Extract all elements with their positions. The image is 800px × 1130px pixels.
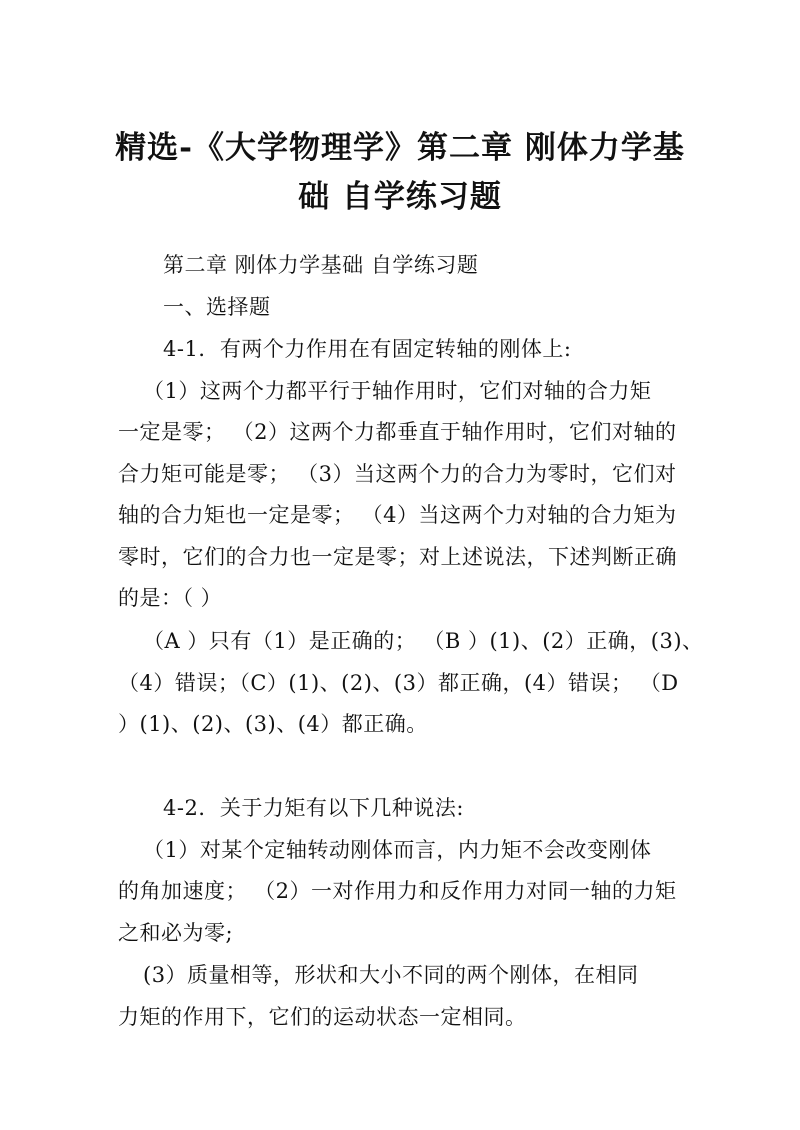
question-4-1-options-line: （4）错误；（C）(1)、(2)、(3）都正确，(4）错误； （D <box>118 671 679 695</box>
question-4-1-options-line: （A ）只有（1）是正确的； （B ）(1)、(2）正确，(3)、 <box>143 629 704 653</box>
question-4-1-line: 轴的合力矩也一定是零； （4）当这两个力对轴的合力矩为 <box>118 503 677 527</box>
question-4-2-line: 力矩的作用下，它们的运动状态一定相同。 <box>118 1005 527 1029</box>
chapter-subtitle: 第二章 刚体力学基础 自学练习题 <box>163 253 479 277</box>
question-4-2-line: 之和必为零; <box>118 921 234 945</box>
question-4-1-line: 合力矩可能是零； （3）当这两个力的合力为零时，它们对 <box>118 462 677 486</box>
question-4-1-stem: 4-1．有两个力作用在有固定转轴的刚体上: <box>163 337 572 361</box>
question-4-1-line: （1）这两个力都平行于轴作用时，它们对轴的合力矩 <box>143 379 652 403</box>
question-4-2-line: (3）质量相等，形状和大小不同的两个刚体，在相同 <box>143 963 639 987</box>
question-4-1-line: 一定是零； （2）这两个力都垂直于轴作用时，它们对轴的 <box>118 420 677 444</box>
document-title-line-2: 础 自学练习题 <box>298 179 502 215</box>
question-4-2-line: 的角加速度； （2）一对作用力和反作用力对同一轴的力矩 <box>118 879 677 903</box>
question-4-1-line: 零时，它们的合力也一定是零；对上述说法，下述判断正确 <box>118 545 677 569</box>
question-4-2-stem: 4-2．关于力矩有以下几种说法: <box>163 796 464 820</box>
section-heading: 一、选择题 <box>163 295 271 319</box>
question-4-2-line: （1）对某个定轴转动刚体而言，内力矩不会改变刚体 <box>143 838 652 862</box>
question-4-1-line: 的是：（ ） <box>118 586 223 610</box>
document-title-line-1: 精选-《大学物理学》第二章 刚体力学基 <box>115 130 685 166</box>
question-4-1-options-line: ）(1)、(2)、(3)、(4）都正确。 <box>118 712 428 736</box>
